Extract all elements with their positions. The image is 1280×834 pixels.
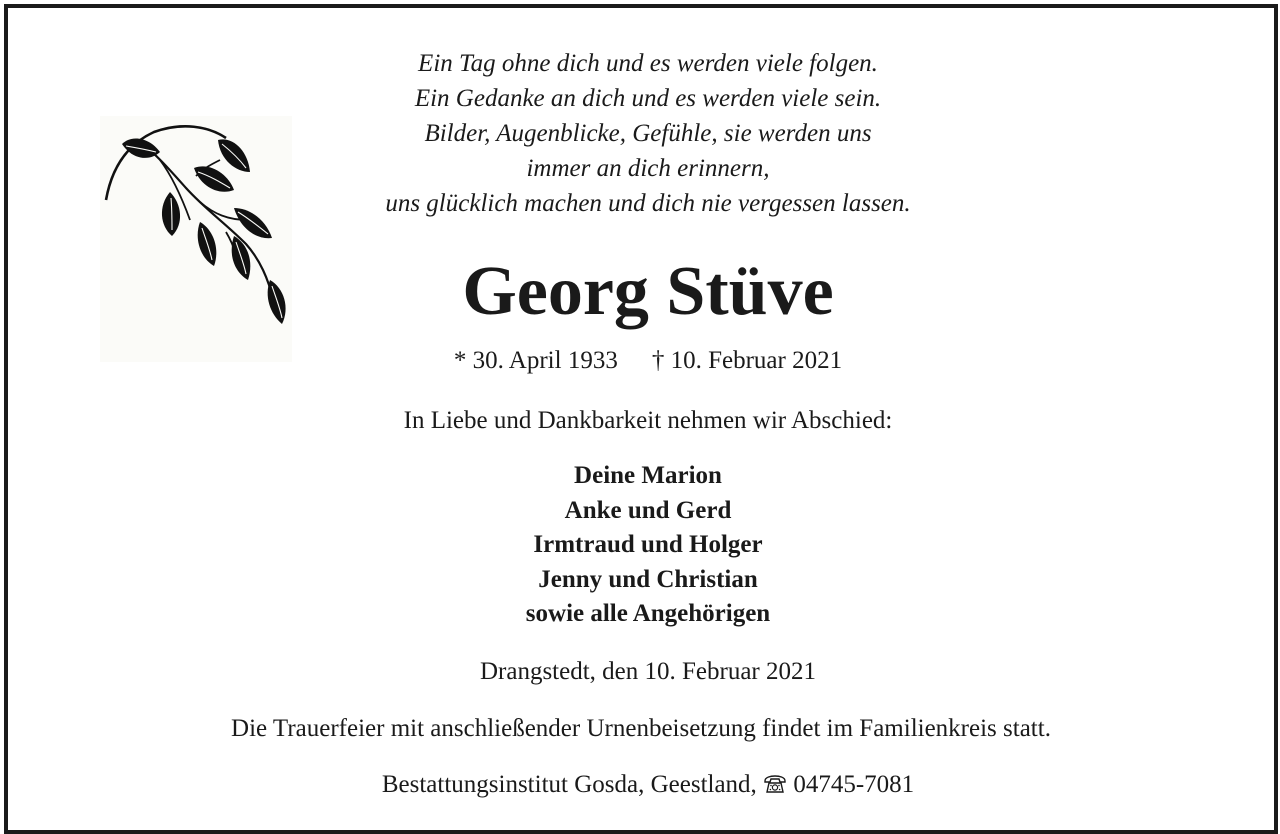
funeral-note: Die Trauerfeier mit anschließender Urnenbeisetzung findet im Familienkreis statt. bbox=[231, 715, 1051, 742]
deceased-name: Georg Stüve bbox=[462, 253, 834, 330]
life-dates bbox=[208, 344, 1088, 378]
farewell-intro: In Liebe und Dankbarkeit nehmen wir Abschied: bbox=[403, 407, 893, 434]
mourner: Deine Marion bbox=[574, 462, 722, 489]
poem-line: immer an dich erinnern, bbox=[526, 155, 770, 182]
telephone-icon bbox=[763, 770, 787, 804]
mourners-list bbox=[208, 459, 1088, 632]
poem-line: Ein Tag ohne dich und es werden viele folgen. bbox=[418, 50, 878, 77]
undertaker-line bbox=[208, 768, 1088, 804]
undertaker-phone: 04745-7081 bbox=[793, 771, 915, 798]
poem-line: Ein Gedanke an dich und es werden viele sein. bbox=[414, 85, 882, 112]
birth-date: * 30. April 1933 bbox=[453, 347, 618, 374]
obituary-notice bbox=[4, 4, 1278, 834]
undertaker-name: Bestattungsinstitut Gosda, Geestland, bbox=[381, 771, 757, 798]
poem-line: uns glücklich machen und dich nie vergessen lassen. bbox=[385, 190, 911, 217]
poem-line: Bilder, Augenblicke, Gefühle, sie werden uns bbox=[424, 120, 872, 147]
mourner: Irmtraud und Holger bbox=[533, 531, 763, 558]
place-and-date: Drangstedt, den 10. Februar 2021 bbox=[479, 658, 817, 685]
mourner: sowie alle Angehörigen bbox=[525, 600, 771, 627]
death-date: † 10. Februar 2021 bbox=[651, 347, 843, 374]
mourner: Jenny und Christian bbox=[538, 565, 758, 593]
mourner: Anke und Gerd bbox=[564, 496, 732, 524]
poem bbox=[208, 46, 1088, 221]
